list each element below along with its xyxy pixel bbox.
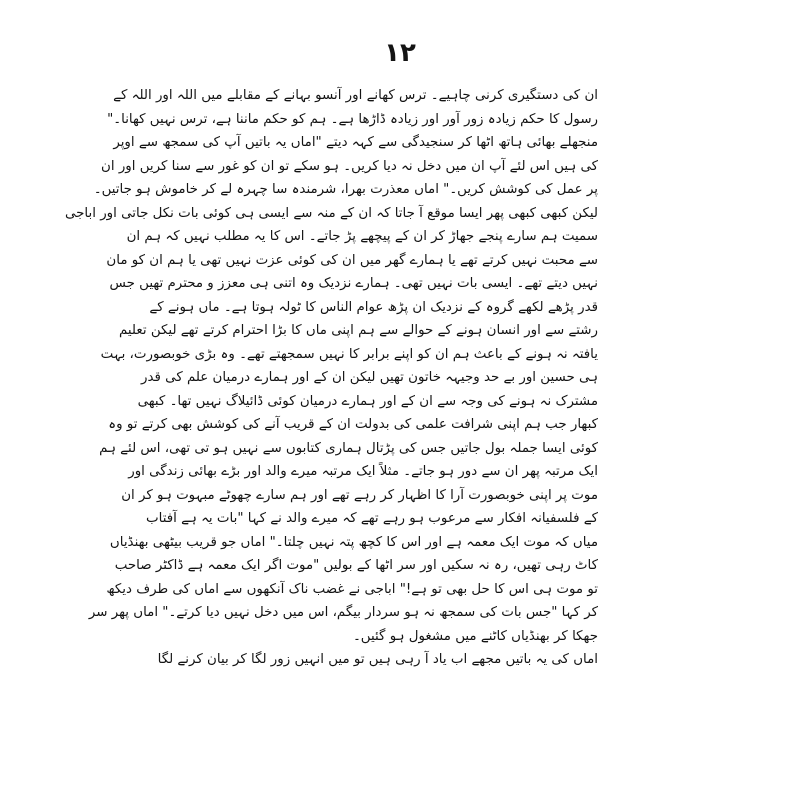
text-line: قدر پڑھے لکھے گروہ کے نزدیک ان پڑھ عوام الناس کا ٹولہ ہوتا ہے۔ ماں ہونے کے: [149, 299, 598, 315]
text-line: نہیں دیتے تھے۔ ایسی بات نہیں تھی۔ ہمارے نزدیک وہ اتنی ہی معزز و محترم تھیں جس: [109, 276, 598, 291]
text-line: کی ہیں اس لئے آپ ان میں دخل نہ دیا کریں۔ ہو سکے تو ان کو غور سے سنا کریں اور ان: [101, 158, 598, 174]
text-line: یافتہ نہ ہونے کے باعث ہم ان کو اپنے برابر کا نہیں سمجھتے تھے۔ وہ بڑی خوبصورت، بہت: [100, 346, 598, 362]
text-line: کبھار جب ہم اپنی شرافت علمی کی بدولت ان کے قریب آنے کی کوشش بھی کرتے تو وہ: [108, 417, 598, 432]
text-line: جھکا کر بھنڈیاں کاٹنے میں مشغول ہو گئیں۔: [352, 628, 598, 644]
text-line: کر کہا "جس بات کی سمجھ نہ ہو سردار بیگم، اس میں دخل نہیں دیا کرتے۔" اماں پھر سر: [88, 605, 598, 620]
text-line: کاٹ رہی تھیں، رہ نہ سکیں اور سر اٹھا کے بولیں "موت اگر ایک معمہ ہے ڈاکٹر صاحب: [114, 558, 598, 573]
text-line: اماں کی یہ باتیں مجھے اب یاد آ رہی ہیں تو میں انہیں زور لگا کر بیان کرنے لگا: [157, 652, 598, 667]
text-line: ایک مرتبہ پھر ان سے دور ہو جاتے۔ مثلاً ایک مرتبہ میرے والد اور بڑے بھائی زندگی اور: [128, 464, 598, 479]
text-line: پر عمل کی کوشش کریں۔" اماں معذرت بھرا، شرمندہ سا چہرہ لے کر خاموش ہو جاتیں۔: [93, 182, 598, 197]
text-line: کے فلسفیانہ افکار سے مرعوب ہو رہے تھے کہ میرے والد نے کہا "بات یہ ہے آفتاب: [146, 511, 598, 526]
text-line: لیکن کبھی کبھی پھر ایسا موقع آ جاتا کہ ان کے منہ سے ایسی ہی کوئی بات نکل جاتی اور اباجی: [64, 205, 598, 221]
text-line: رسول کا حکم زیادہ زور آور اور زیادہ ڈاڑھا ہے۔ ہم کو حکم ماننا ہے، ترس نہیں کھانا۔": [107, 111, 598, 127]
text-line: رشتے سے اور انسان ہونے کے حوالے سے ہم اپنی ماں کا بڑا احترام کرتے تھے لیکن تعلیم: [118, 323, 598, 338]
text-line: موت پر اپنی خوبصورت آرا کا اظہار کر رہے تھے اور ہم سارے چھوٹے مبہوت ہو کر ان: [121, 487, 598, 503]
page-number: ۱۲: [384, 38, 416, 68]
body-text: [64, 84, 598, 672]
text-line: منجھلے بھائی ہاتھ اٹھا کر سنجیدگی سے کہہ دیتے "اماں یہ باتیں آپ کی سمجھ سے اوپر: [113, 135, 598, 150]
text-line: سے محبت نہیں کرتے تھے یا ہمارے گھر میں ان کی کوئی عزت نہیں تھی یا ہم ان کو مان: [106, 252, 598, 268]
text-line: تو موت ہی اس کا حل بھی تو ہے!" اباجی نے غضب ناک آنکھوں سے اماں کی طرف دیکھ: [106, 581, 598, 597]
text-line: ان کی دستگیری کرنی چاہیے۔ ترس کھانے اور آنسو بہانے کے مقابلے میں اللہ اور اللہ کے: [113, 88, 598, 103]
text-line: کوئی ایسا جملہ بول جاتیں جس کی پڑتال ہماری کتابوں سے نہیں ہو تی تھی، اس لئے ہم: [99, 440, 598, 456]
text-line: مشترک نہ ہونے کی وجہ سے ان کے اور ہمارے درمیان کوئی ڈائیلاگ نہیں تھا۔ کبھی: [137, 393, 598, 409]
text-line: میاں کہ موت ایک معمہ ہے اور اس کا کچھ پتہ نہیں چلتا۔" اماں جو قریب بیٹھی بھنڈیاں: [109, 534, 598, 550]
text-line: سمیت ہم سارے پنجے جھاڑ کر ان کے پیچھے پڑ جاتے۔ اس کا یہ مطلب نہیں کہ ہم ان: [126, 229, 598, 244]
text-line: ہی حسین اور بے حد وجیہہ خاتون تھیں لیکن ان کے اور ہمارے درمیان علم کی قدر: [141, 370, 598, 385]
